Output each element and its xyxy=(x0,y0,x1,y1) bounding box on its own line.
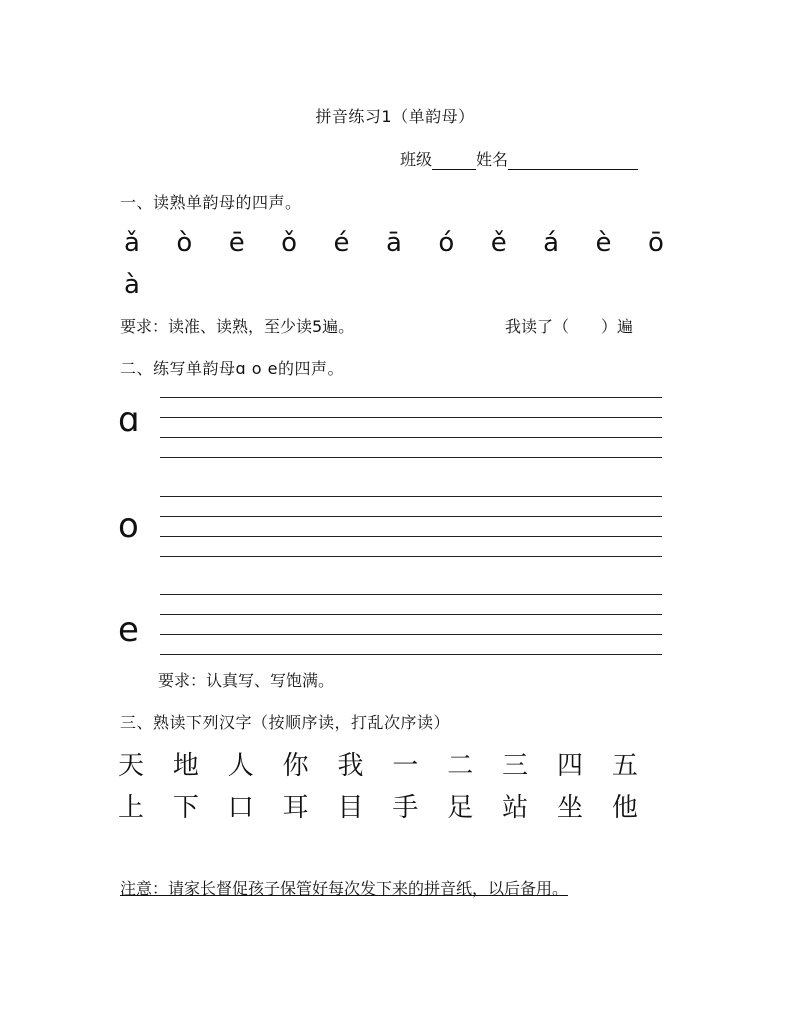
pinyin-item: ǎ xyxy=(124,228,140,258)
class-blank[interactable] xyxy=(432,151,476,170)
pinyin-item: ō xyxy=(647,228,664,258)
writing-lines-o[interactable] xyxy=(160,496,662,556)
hanzi-row-2 xyxy=(118,787,638,824)
hanzi-char: 地 xyxy=(172,751,199,781)
pinyin-item: ǒ xyxy=(281,228,298,258)
read-count: 我读了（ ）遍 xyxy=(505,317,634,336)
name-label: 姓名 xyxy=(476,150,509,169)
pinyin-item: ā xyxy=(385,228,402,258)
hanzi-char: 目 xyxy=(337,793,364,823)
name-blank[interactable] xyxy=(508,151,638,170)
hanzi-char: 站 xyxy=(502,793,529,823)
section2-heading: 二、练写单韵母ɑ o e的四声。 xyxy=(120,359,344,378)
letter-o: o xyxy=(118,506,139,546)
parent-note: 注意：请家长督促孩子保管好每次发下来的拼音纸，以后备用。 xyxy=(120,879,569,898)
hanzi-char: 三 xyxy=(502,751,529,781)
hanzi-char: 足 xyxy=(447,793,474,823)
hanzi-char: 上 xyxy=(118,793,145,823)
name-row xyxy=(400,147,638,170)
hanzi-char: 四 xyxy=(557,751,584,781)
reading-requirement: 要求：读准、读熟，至少读5遍。 xyxy=(120,317,355,336)
hanzi-char: 天 xyxy=(118,751,145,781)
pinyin-item: ě xyxy=(490,228,507,258)
hanzi-char: 他 xyxy=(611,793,638,823)
hanzi-char: 二 xyxy=(447,751,474,781)
writing-lines-a[interactable] xyxy=(160,397,662,457)
pinyin-item: é xyxy=(333,228,350,258)
pinyin-item: è xyxy=(595,228,612,258)
writing-lines-e[interactable] xyxy=(160,594,662,654)
pinyin-item: à xyxy=(124,270,140,300)
hanzi-char: 你 xyxy=(282,751,309,781)
writing-requirement: 要求：认真写、写饱满。 xyxy=(158,671,335,690)
hanzi-row-1 xyxy=(118,745,638,782)
hanzi-char: 下 xyxy=(172,793,199,823)
hanzi-char: 手 xyxy=(392,793,419,823)
letter-a: ɑ xyxy=(118,400,140,440)
pinyin-item: ó xyxy=(438,228,455,258)
pinyin-item: á xyxy=(543,228,560,258)
hanzi-char: 口 xyxy=(227,793,254,823)
letter-e: e xyxy=(118,610,139,650)
section3-heading: 三、熟读下列汉字（按顺序读，打乱次序读） xyxy=(120,713,451,732)
hanzi-char: 人 xyxy=(227,751,254,781)
hanzi-char: 一 xyxy=(392,751,419,781)
pinyin-item: ò xyxy=(176,228,193,258)
section1-heading: 一、读熟单韵母的四声。 xyxy=(120,193,302,212)
worksheet-title: 拼音练习1（单韵母） xyxy=(315,107,475,126)
pinyin-row xyxy=(124,228,664,258)
class-label: 班级 xyxy=(400,150,433,169)
hanzi-char: 我 xyxy=(337,751,364,781)
pinyin-item: ē xyxy=(228,228,245,258)
hanzi-char: 五 xyxy=(611,751,638,781)
hanzi-char: 坐 xyxy=(557,793,584,823)
hanzi-char: 耳 xyxy=(282,793,309,823)
